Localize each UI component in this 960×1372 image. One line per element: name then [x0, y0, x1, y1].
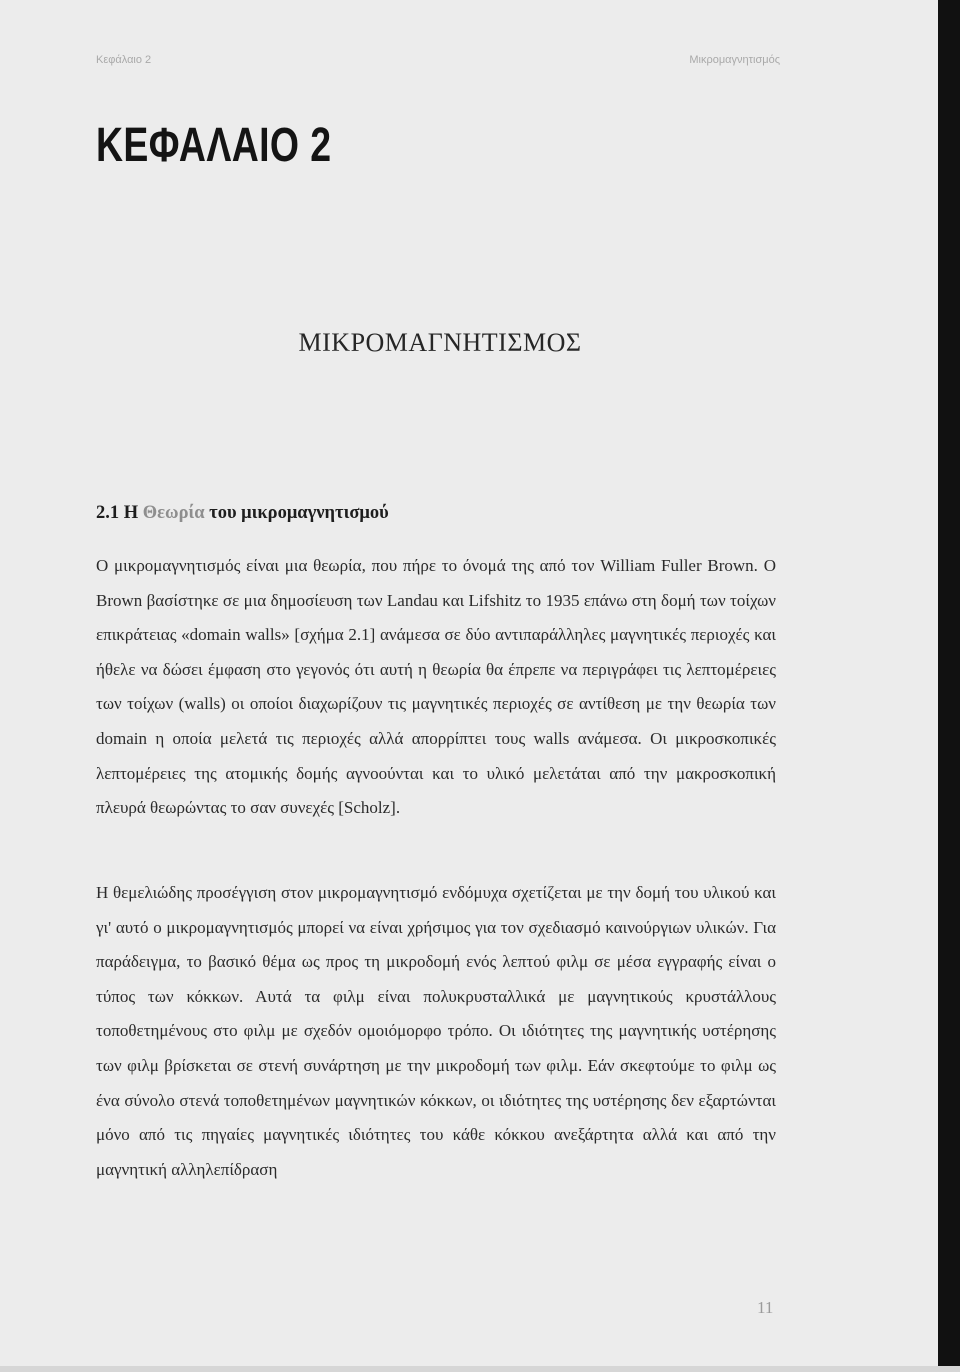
scan-bottom-edge	[0, 1366, 960, 1372]
section-number: 2.1 Η	[96, 503, 139, 523]
running-header-topic: Μικρομαγνητισμός	[689, 54, 780, 66]
section-title-faint: Θεωρία	[142, 503, 205, 523]
page-number: 11	[757, 1298, 774, 1317]
section-heading	[96, 503, 389, 524]
chapter-title: ΜΙΚΡΟΜΑΓΝΗΤΙΣΜΟΣ	[298, 328, 582, 357]
scan-edge-bar	[938, 0, 960, 1372]
paragraph-1: Ο μικρομαγνητισμός είναι μια θεωρία, που πήρε το όνομά της από τον William Fuller Brown. Ο Brown βασίστηκε σε μια δημοσίευση των Landau και Lifshitz το 1935 επάνω στη δομή των τοίχων επικράτειας «domain walls» [σχήμα 2.1] ανάμεσα σε δύο αντιπαράλληλες μαγνητικές περιοχές και ήθελε να δώσει έμφαση στο γεγονός ότι αυτή η θεωρία θα έπρεπε να περιγράφει τις λεπτομέρειες των τοίχων (walls) οι οποίοι διαχωρίζουν τις μαγνητικές περιοχές σε αντίθεση με την θεωρία των domain η οποία μελετά τις περιοχές αλλά απορρίπτει τους walls ανάμεσα. Οι μικροσκοπικές λεπτομέρειες της ατομικής δομής αγνοούνται και το υλικό μελετάται από την μακροσκοπική πλευρά θεωρώντας το σαν συνεχές [Scholz].	[96, 556, 776, 818]
paragraph-2: Η θεμελιώδης προσέγγιση στον μικρομαγνητισμό ενδόμυχα σχετίζεται με την δομή του υλικού και γι' αυτό ο μικρομαγνητισμός μπορεί να είναι χρήσιμος για τον σχεδιασμό καινούργιων υλικών. Για παράδειγμα, το βασικό θέμα ως προς τη μικροδομή ενός λεπτού φιλμ σε μέσα εγγραφής είναι ο τύπος των κόκκων. Αυτά τα φιλμ είναι πολυκρυσταλλικά με μαγνητικούς κρυστάλλους τοποθετημένους στο φιλμ με σχεδόν ομοιόμορφο τρόπο. Οι ιδιότητες της μαγνητικής υστέρησης των φιλμ βρίσκεται σε στενή συνάρτηση με την μικροδομή των φιλμ. Εάν σκεφτούμε το φιλμ ως ένα σύνολο στενά τοποθετημένων μαγνητικών κόκκων, οι ιδιότητες της υστέρησης δεν εξαρτώνται μόνο από τις πηγαίες μαγνητικές ιδιότητες του κάθε κόκκου ανεξάρτητα αλλά και από την μαγνητική αλληλεπίδραση	[96, 883, 776, 1179]
running-header-chapter: Κεφάλαιο 2	[96, 54, 152, 66]
chapter-heading: ΚΕΦΑΛΑΙΟ 2	[96, 119, 332, 172]
running-header	[96, 54, 780, 66]
section-title-rest: του μικρομαγνητισμού	[209, 503, 389, 523]
